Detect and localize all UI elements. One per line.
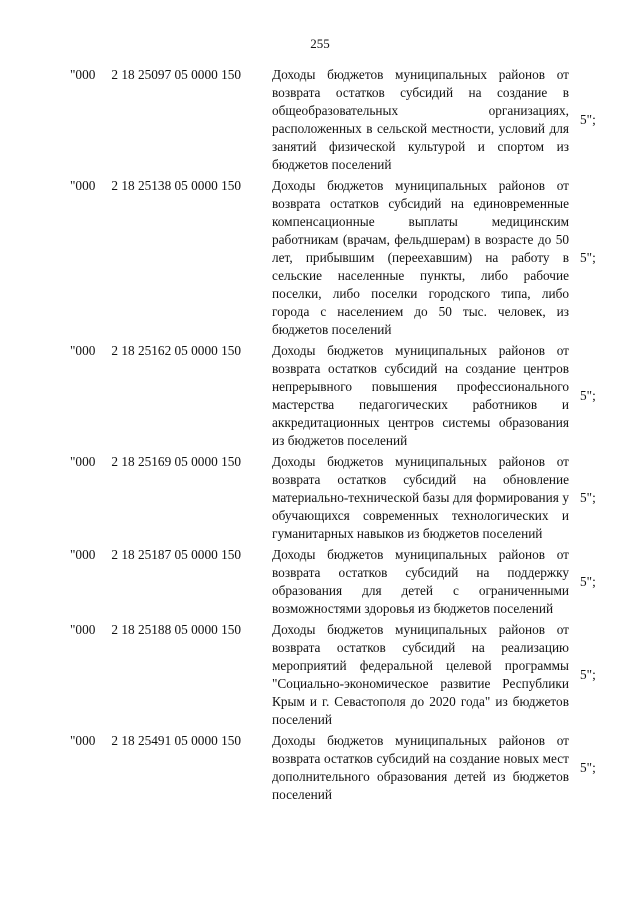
code-suffix: 5"; <box>580 388 596 403</box>
code-number: 2 18 25097 05 0000 150 <box>111 67 242 82</box>
budget-code <box>70 66 241 84</box>
budget-code <box>70 621 241 639</box>
code-prefix: "000 <box>70 343 96 358</box>
code-description: Доходы бюджетов муниципальных районов от возврата остатков субсидий на единовременные компенсационные выплаты медицинским работникам (врачам, фельдшерам) в возрасте до 50 лет, прибывшим (переехавшим) на работу в сельские населенные пункты, либо рабочие поселки, либо поселки городского типа, либо города с населением до 50 тыс. человек, из бюджетов поселений <box>272 178 569 337</box>
code-number: 2 18 25162 05 0000 150 <box>111 343 242 358</box>
code-suffix: 5"; <box>580 574 596 589</box>
budget-code-entry <box>0 732 640 804</box>
code-description: Доходы бюджетов муниципальных районов от возврата остатков субсидий на обновление материально-технической базы для формирования у обучающихся современных технологических и гуманитарных навыков из бюджетов поселений <box>272 454 569 541</box>
budget-code <box>70 342 241 360</box>
budget-code <box>70 732 241 750</box>
budget-code-entry <box>0 177 640 339</box>
code-prefix: "000 <box>70 547 96 562</box>
budget-code-entry <box>0 546 640 618</box>
budget-code <box>70 453 241 471</box>
code-description: Доходы бюджетов муниципальных районов от возврата остатков субсидий на поддержку образования для детей с ограниченными возможностями здоровья из бюджетов поселений <box>272 547 569 616</box>
budget-code-entry <box>0 621 640 729</box>
page-number: 255 <box>310 36 330 51</box>
budget-code-entry <box>0 66 640 174</box>
code-prefix: "000 <box>70 67 96 82</box>
budget-code <box>70 177 241 195</box>
code-number: 2 18 25138 05 0000 150 <box>111 178 242 193</box>
code-number: 2 18 25491 05 0000 150 <box>111 733 242 748</box>
code-description: Доходы бюджетов муниципальных районов от возврата остатков субсидий на создание центров непрерывного повышения профессионального мастерства педагогических работников и аккредитационных центров системы образования из бюджетов поселений <box>272 343 569 448</box>
code-suffix: 5"; <box>580 667 596 682</box>
code-number: 2 18 25187 05 0000 150 <box>111 547 242 562</box>
budget-code <box>70 546 241 564</box>
code-suffix: 5"; <box>580 250 596 265</box>
budget-code-entry <box>0 342 640 450</box>
code-description: Доходы бюджетов муниципальных районов от возврата остатков субсидий на создание в общеобразовательных организациях, расположенных в сельской местности, условий для занятий физической культурой и спортом из бюджетов поселений <box>272 67 569 172</box>
code-prefix: "000 <box>70 622 96 637</box>
budget-code-list <box>0 66 640 807</box>
code-number: 2 18 25188 05 0000 150 <box>111 622 242 637</box>
budget-code-entry <box>0 453 640 543</box>
code-description: Доходы бюджетов муниципальных районов от возврата остатков субсидий на создание новых мест дополнительного образования детей из бюджетов поселений <box>272 733 569 802</box>
code-suffix: 5"; <box>580 112 596 127</box>
code-prefix: "000 <box>70 454 96 469</box>
code-prefix: "000 <box>70 733 96 748</box>
code-prefix: "000 <box>70 178 96 193</box>
code-suffix: 5"; <box>580 490 596 505</box>
code-description: Доходы бюджетов муниципальных районов от возврата остатков субсидий на реализацию мероприятий федеральной целевой программы "Социально-экономическое развитие Республики Крым и г. Севастополя до 2020 года" из бюджетов поселений <box>272 622 569 727</box>
code-number: 2 18 25169 05 0000 150 <box>111 454 242 469</box>
code-suffix: 5"; <box>580 760 596 775</box>
